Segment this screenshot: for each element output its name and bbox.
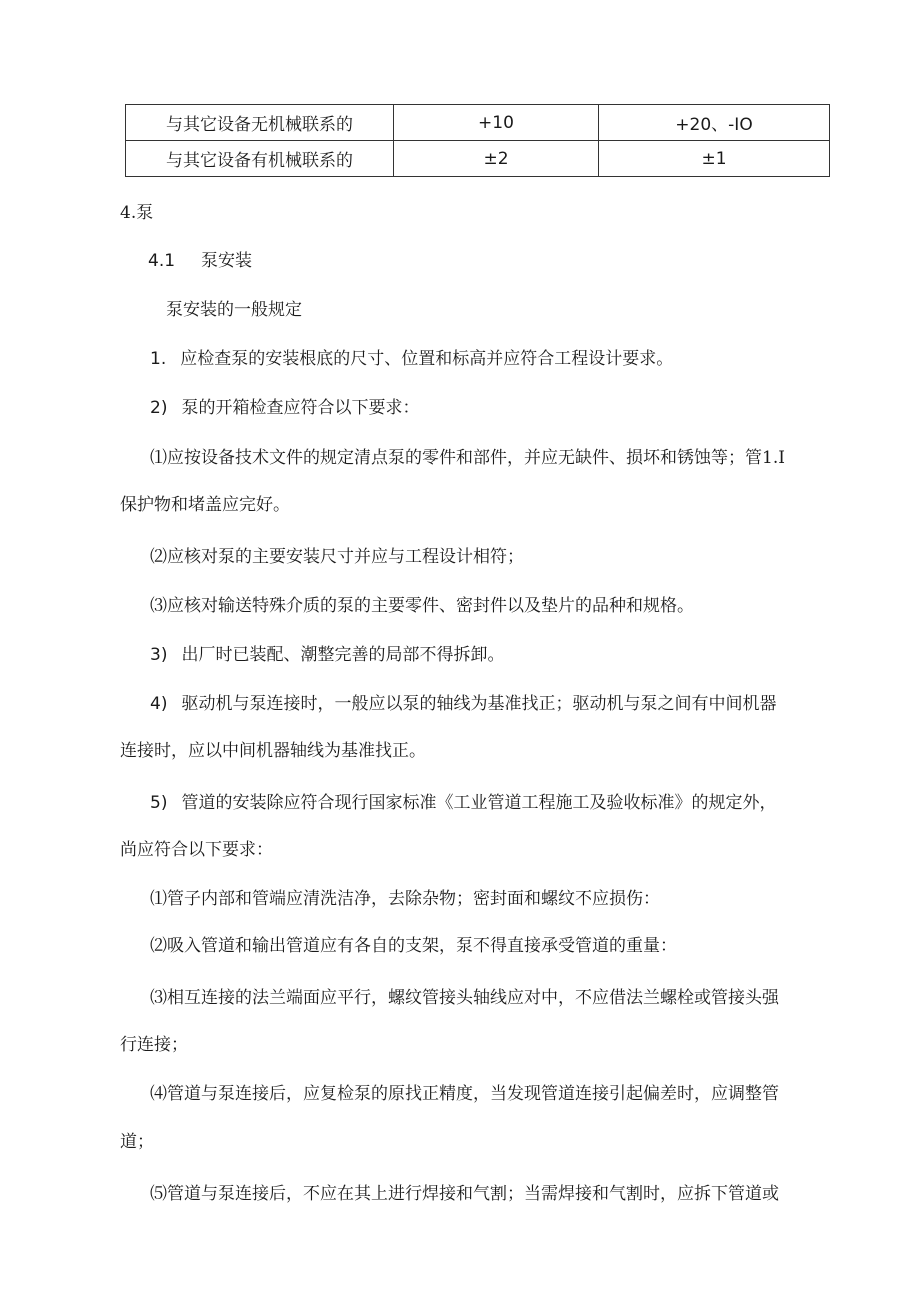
paragraph-line bbox=[120, 839, 273, 861]
paragraph-line bbox=[150, 987, 779, 1009]
paragraph-line bbox=[120, 494, 290, 516]
table-cell-label: 与其它设备无机械联系的 bbox=[126, 105, 394, 141]
line-text: ⑴管子内部和管端应清洗洁净，去除杂物；密封面和螺纹不应损伤： bbox=[150, 889, 660, 909]
line-text: ⑴应按设备技术文件的规定清点泵的零件和部件，并应无缺件、损坏和锈蚀等；管1.I bbox=[150, 448, 785, 468]
line-text: ⑶应核对输送特殊介质的泵的主要零件、密封件以及垫片的品种和规格。 bbox=[150, 596, 694, 616]
subsection-heading bbox=[148, 250, 252, 272]
line-text: 管道的安装除应符合现行国家标准《工业管道工程施工及验收标准》的规定外， bbox=[181, 793, 777, 813]
paragraph-line bbox=[150, 447, 785, 469]
line-text: 应检查泵的安装根底的尺寸、位置和标高并应符合工程设计要求。 bbox=[180, 349, 674, 369]
line-text: ⑶相互连接的法兰端面应平行，螺纹管接头轴线应对中，不应借法兰螺栓或管接头强 bbox=[150, 988, 779, 1008]
paragraph-line bbox=[150, 1083, 779, 1105]
paragraph-line bbox=[150, 935, 677, 957]
paragraph-line bbox=[150, 792, 776, 814]
list-number: 4) bbox=[150, 694, 168, 714]
paragraph-line bbox=[150, 644, 504, 666]
table-cell-label: 与其它设备有机械联系的 bbox=[126, 141, 394, 177]
section-heading: 4.泵 bbox=[120, 203, 154, 223]
line-text: 行连接； bbox=[120, 1035, 188, 1055]
paragraph-line bbox=[150, 693, 776, 715]
subsection-number: 4.1 bbox=[148, 251, 176, 271]
paragraph-line bbox=[120, 740, 426, 762]
line-text: 驱动机与泵连接时，一般应以泵的轴线为基准找正；驱动机与泵之间有中间机器 bbox=[181, 694, 777, 714]
table-cell-value: ±1 bbox=[599, 141, 830, 177]
line-text: 保护物和堵盖应完好。 bbox=[120, 495, 290, 515]
table-row bbox=[126, 141, 830, 177]
list-number: 1. bbox=[150, 349, 167, 369]
list-number: 2) bbox=[150, 398, 168, 418]
paragraph-line bbox=[150, 546, 524, 568]
subsection-title: 泵安装 bbox=[201, 251, 253, 271]
paragraph-line bbox=[150, 397, 419, 419]
table-cell-value: +20、-IO bbox=[599, 105, 830, 141]
paragraph-line bbox=[150, 1183, 779, 1205]
paragraph-line bbox=[150, 888, 660, 910]
line-text: ⑷管道与泵连接后，应复检泵的原找正精度，当发现管道连接引起偏差时，应调整管 bbox=[150, 1084, 779, 1104]
paragraph-line bbox=[150, 595, 694, 617]
paragraph-line bbox=[150, 348, 673, 370]
line-text: 连接时，应以中间机器轴线为基准找正。 bbox=[120, 741, 426, 761]
line-text: 泵的开箱检查应符合以下要求： bbox=[181, 398, 420, 418]
table-cell-value: ±2 bbox=[394, 141, 599, 177]
line-text: ⑸管道与泵连接后，不应在其上进行焊接和气割；当需焊接和气割时，应拆下管道或 bbox=[150, 1184, 779, 1204]
intro-paragraph: 泵安装的一般规定 bbox=[166, 300, 302, 320]
line-text: 出厂时已装配、潮整完善的局部不得拆卸。 bbox=[181, 645, 505, 665]
line-text: ⑵吸入管道和输出管道应有各自的支架，泵不得直接承受管道的重量： bbox=[150, 936, 677, 956]
paragraph-line bbox=[120, 1131, 154, 1153]
table-row bbox=[126, 105, 830, 141]
tolerance-table bbox=[125, 104, 830, 177]
line-text: ⑵应核对泵的主要安装尺寸并应与工程设计相符； bbox=[150, 547, 524, 567]
line-text: 道； bbox=[120, 1132, 154, 1152]
list-number: 3) bbox=[150, 645, 168, 665]
paragraph-line bbox=[120, 1034, 188, 1056]
line-text: 尚应符合以下要求： bbox=[120, 840, 273, 860]
list-number: 5) bbox=[150, 793, 168, 813]
table-cell-value: +10 bbox=[394, 105, 599, 141]
